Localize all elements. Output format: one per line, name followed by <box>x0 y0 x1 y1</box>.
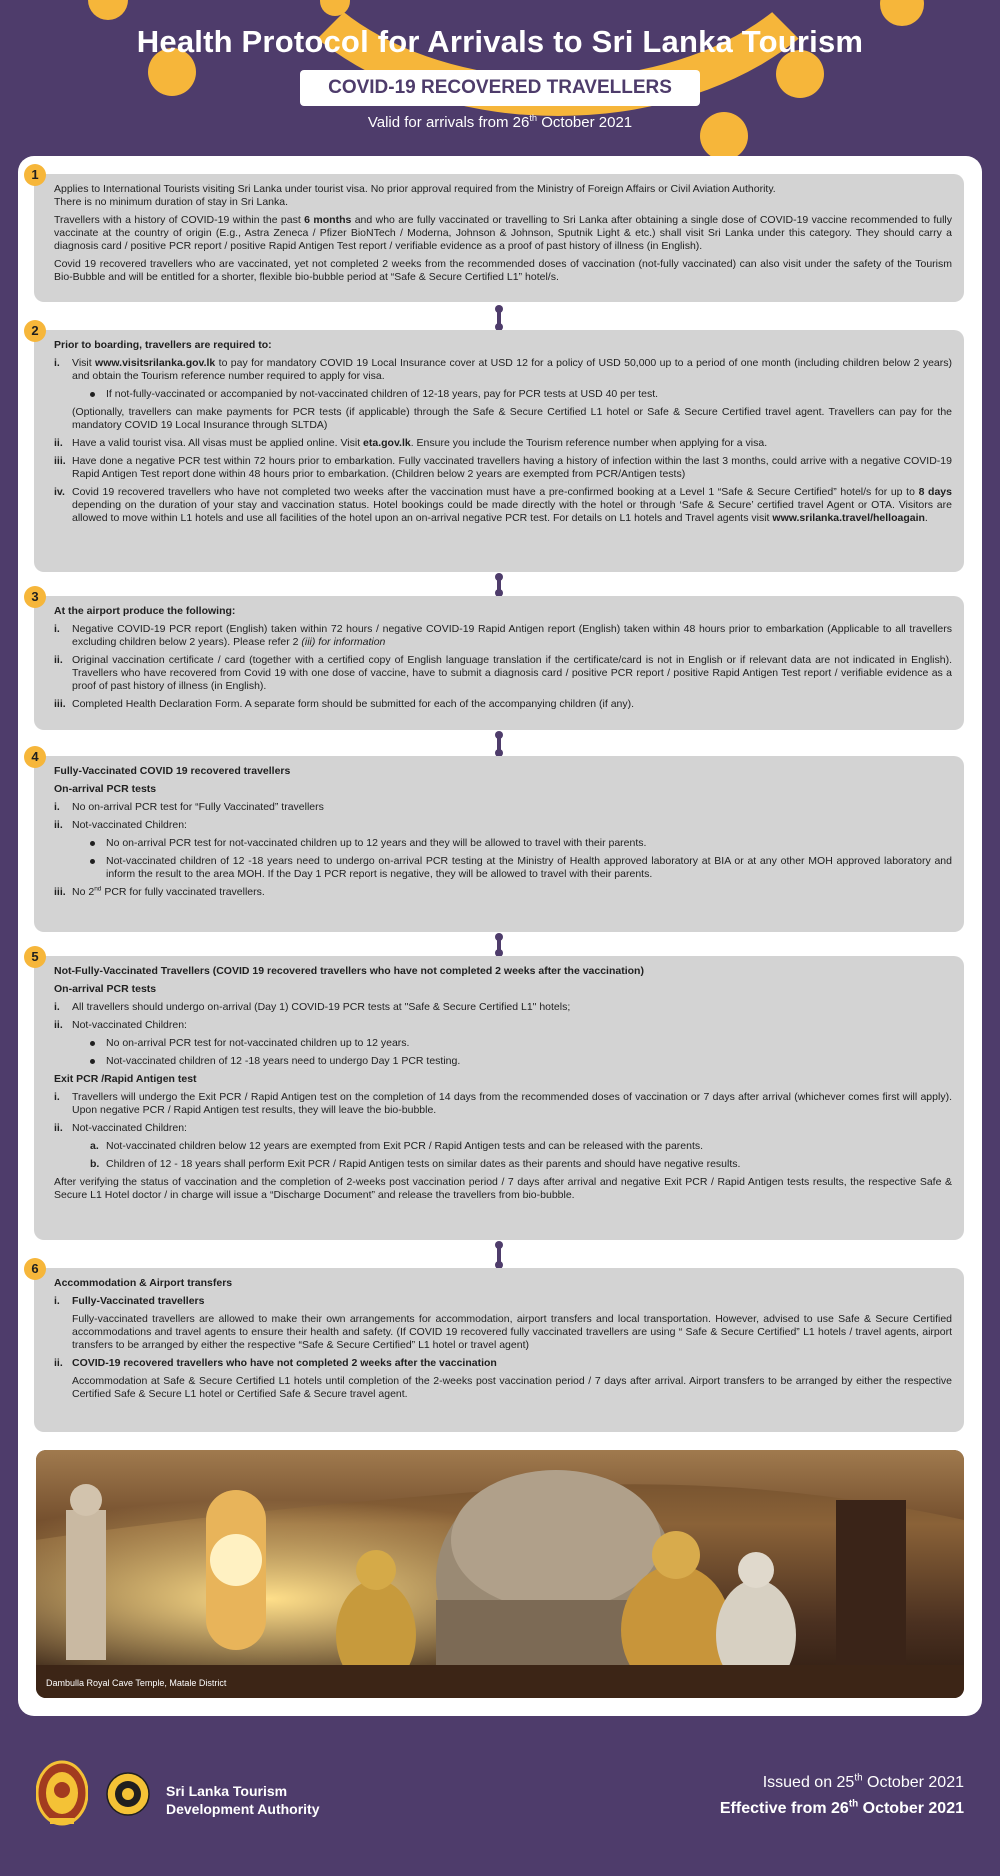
paragraph: Fully-vaccinated travellers are allowed to make their own arrangements for accommodation, airport transfers and local transportation. However, advised to use Safe & Secure Certified accommodations and travel agents to ensure their health and safety. (If COVID 19 recovered fully vaccinated travellers are using “ Safe & Secure Certified” L1 hotels / travel agents, airport transfers to be arranged by either the respective “Safe & Secure Certified” L1 hotel or travel agent) <box>72 1313 952 1351</box>
national-emblem-icon <box>36 1760 88 1826</box>
section-subheading: Exit PCR /Rapid Antigen test <box>54 1073 197 1085</box>
section-heading: Accommodation & Airport transfers <box>54 1277 233 1289</box>
paragraph: Covid 19 recovered travellers who are vaccinated, yet not completed 2 weeks from the recommended doses of vaccination (not-fully vaccinated) can also visit under the safety of the Tourism Bio-Bubble and will be entitled for a shorter, flexible bio-bubble period at “Safe & Secure Certified L1” hotel/s. <box>54 258 952 283</box>
section-2 <box>31 323 964 572</box>
list-item: ii. Not-vaccinated Children: <box>54 1122 187 1134</box>
section-number: 5 <box>24 946 46 968</box>
valid-date: Valid for arrivals from 26th October 2021 <box>367 113 633 131</box>
connector <box>497 936 501 954</box>
connector <box>497 308 501 328</box>
list-item: i. Travellers will undergo the Exit PCR / Rapid Antigen test on the completion of 14 days from the recommended doses of vaccination or 7 days after arrival (whichever comes first will apply). Upon negative PCR / Rapid Antigen test results, they will leave the bio-bubble. <box>54 1091 952 1116</box>
section-subheading: On-arrival PCR tests <box>54 783 157 795</box>
connector <box>497 734 501 754</box>
section-number: 4 <box>24 746 46 768</box>
section-number: 1 <box>24 164 46 186</box>
list-item: i. No on-arrival PCR test for “Fully Vaccinated” travellers <box>54 801 324 813</box>
section-heading: At the airport produce the following: <box>54 605 236 617</box>
list-item: i. Fully-Vaccinated travellers <box>54 1295 205 1307</box>
section-5 <box>31 949 964 1240</box>
temple-photo <box>36 1450 964 1698</box>
decorative-circle <box>88 0 128 20</box>
section-heading: Prior to boarding, travellers are required to: <box>54 339 272 351</box>
paragraph: There is no minimum duration of stay in Sri Lanka. <box>54 196 289 208</box>
section-heading: Not-Fully-Vaccinated Travellers (COVID 19 recovered travellers who have not completed 2 weeks after the vaccination) <box>54 965 644 977</box>
photo-caption: Dambulla Royal Cave Temple, Matale District <box>46 1678 227 1688</box>
page-title: Health Protocol for Arrivals to Sri Lanka Tourism <box>136 24 864 59</box>
list-item: ii. Original vaccination certificate / card (together with a certified copy of English language translation if the certificate/card is not in English or if relevant data are not indicated in English). Travellers who have recovered from Covid 19 with one dose of vaccine, have to submit a diagnosis card / positive PCR report / positive Rapid Antigen Test report / verifiable evidence as a proof of past history of illness (in English). <box>54 654 952 692</box>
paragraph: Travellers with a history of COVID-19 within the past 6 months and who are fully vaccinated or travelling to Sri Lanka after obtaining a single dose of COVID-19 vaccine recommended to fully vaccinate at the country of origin (E.g., Astra Zeneca / Pfizer BioNTech / Moderna, Johnson & Johnson, Sputnik Light & etc.) shall visit Sri Lanka under this category. They should carry a diagnosis card / positive PCR report / positive Rapid Antigen Test report / verifiable evidence as a proof of past history of illness (in English). <box>54 214 953 252</box>
bullet-item: No on-arrival PCR test for not-vaccinated children up to 12 years. <box>54 1037 952 1050</box>
list-item: ii. Have a valid tourist visa. All visas must be applied online. Visit eta.gov.lk. Ensure you include the Tourism reference number when applying for a visa. <box>54 437 768 449</box>
list-item: ii. COVID-19 recovered travellers who have not completed 2 weeks after the vaccination <box>54 1357 497 1369</box>
list-item: iii. No 2nd PCR for fully vaccinated travellers. <box>54 885 265 898</box>
organization-name: Sri Lanka Tourism Development Authority <box>166 1783 320 1817</box>
list-item: i. Visit www.visitsrilanka.gov.lk to pay for mandatory COVID 19 Local Insurance cover at USD 12 for a policy of USD 50,000 up to a period of one month (including children below 2 years) and obtain the Tourism reference number required to apply for visa. <box>54 357 952 382</box>
list-item: ii. Not-vaccinated Children: <box>54 819 187 831</box>
section-subheading: On-arrival PCR tests <box>54 983 157 995</box>
section-1 <box>31 167 964 302</box>
bullet-item: No on-arrival PCR test for not-vaccinated children up to 12 years and they will be allowed to travel with their parents. <box>54 837 952 850</box>
page-subtitle: COVID-19 RECOVERED TRAVELLERS <box>300 70 700 106</box>
cave-temple-illustration <box>36 1450 964 1698</box>
connector <box>497 576 501 594</box>
sltda-logo-icon <box>106 1772 150 1816</box>
lettered-item: b. Children of 12 - 18 years shall perform Exit PCR / Rapid Antigen tests on similar dates as their parents and should have negative results. <box>90 1158 741 1170</box>
bullet-item: Not-vaccinated children of 12 -18 years need to undergo on-arrival PCR testing at the Ministry of Health approved laboratory at BIA or at any other MOH approved laboratory and inform the result to the area MOH. If the Day 1 PCR report is negative, they will be allowed to travel with their parents. <box>54 855 952 881</box>
list-item: i. All travellers should undergo on-arrival (Day 1) COVID-19 PCR tests at "Safe & Secure Certified L1" hotels; <box>54 1001 571 1013</box>
lettered-item: a. Not-vaccinated children below 12 years are exempted from Exit PCR / Rapid Antigen tests and can be released with the parents. <box>90 1140 704 1152</box>
paragraph: After verifying the status of vaccination and the completion of 2-weeks post vaccination period / 7 days after arrival and negative Exit PCR / Rapid Antigen tests results, the respective Safe & Secure L1 Hotel doctor / in charge will issue a “Discharge Document” and release the travellers from bio-bubble. <box>54 1176 952 1201</box>
list-item: iii. Completed Health Declaration Form. A separate form should be submitted for each of the accompanying children (if any). <box>54 698 635 710</box>
list-item: i. Negative COVID-19 PCR report (English) taken within 72 hours / negative COVID-19 Rapid Antigen report (English) taken within 48 hours prior to embarkation (Applicable to all travellers excluding children below 2 years). Please refer 2 (iii) for information <box>54 623 952 648</box>
section-number: 3 <box>24 586 46 608</box>
issued-date: Issued on 25th October 2021 <box>762 1772 964 1791</box>
section-6 <box>31 1261 964 1432</box>
section-number: 6 <box>24 1258 46 1280</box>
decorative-circle <box>880 0 924 26</box>
paragraph: Accommodation at Safe & Secure Certified L1 hotels until completion of the 2-weeks post vaccination period / 7 days after arrival. Airport transfers to be arranged by either the respective Certified Safe & Secure L1 hotel or Certified Safe & Secure travel agent. <box>72 1375 952 1400</box>
bullet-item: Not-vaccinated children of 12 -18 years need to undergo Day 1 PCR testing. <box>54 1055 952 1068</box>
header-banner <box>0 0 1000 160</box>
section-number: 2 <box>24 320 46 342</box>
section-3 <box>31 589 964 730</box>
list-item: iii. Have done a negative PCR test within 72 hours prior to embarkation. Fully vaccinated travellers having a history of infection within the last 3 months, could arrive with a negative COVID-19 Rapid Antigen Test report done within 48 hours prior to embarkation. (Children below 2 years are exempted from PCR/Antigen tests) <box>54 455 952 480</box>
section-heading: Fully-Vaccinated COVID 19 recovered travellers <box>54 765 291 777</box>
list-item: ii. Not-vaccinated Children: <box>54 1019 187 1031</box>
list-item: iv. Covid 19 recovered travellers who have not completed two weeks after the vaccination must have a pre-confirmed booking at a Level 1 “Safe & Secure Certified” hotel/s for up to 8 days depending on the duration of your stay and vaccination status. Hotel bookings could be made directly with the hotel or through ‘Safe & Secure’ certified travel Agent or OTA. Visitors are allowed to move within L1 hotels and use all facilities of the hotel upon an on-arrival negative PCR test. For details on L1 hotels and Travel agents visit www.srilanka.travel/helloagain. <box>54 486 952 524</box>
paragraph: (Optionally, travellers can make payments for PCR tests (if applicable) through the Safe & Secure Certified L1 hotel or Safe & Secure Certified travel agent. Travellers can pay for the mandatory COVID 19 Local Insurance through SLTDA) <box>72 406 952 431</box>
paragraph: Applies to International Tourists visiting Sri Lanka under tourist visa. No prior approval required from the Ministry of Foreign Affairs or Civil Aviation Authority. <box>54 183 776 195</box>
section-4 <box>31 749 964 932</box>
effective-date: Effective from 26th October 2021 <box>719 1798 964 1817</box>
connector <box>497 1244 501 1266</box>
footer <box>0 1740 1000 1876</box>
bullet-item: If not-fully-vaccinated or accompanied by not-vaccinated children of 12-18 years, pay for PCR tests at USD 40 per test. <box>54 388 952 401</box>
